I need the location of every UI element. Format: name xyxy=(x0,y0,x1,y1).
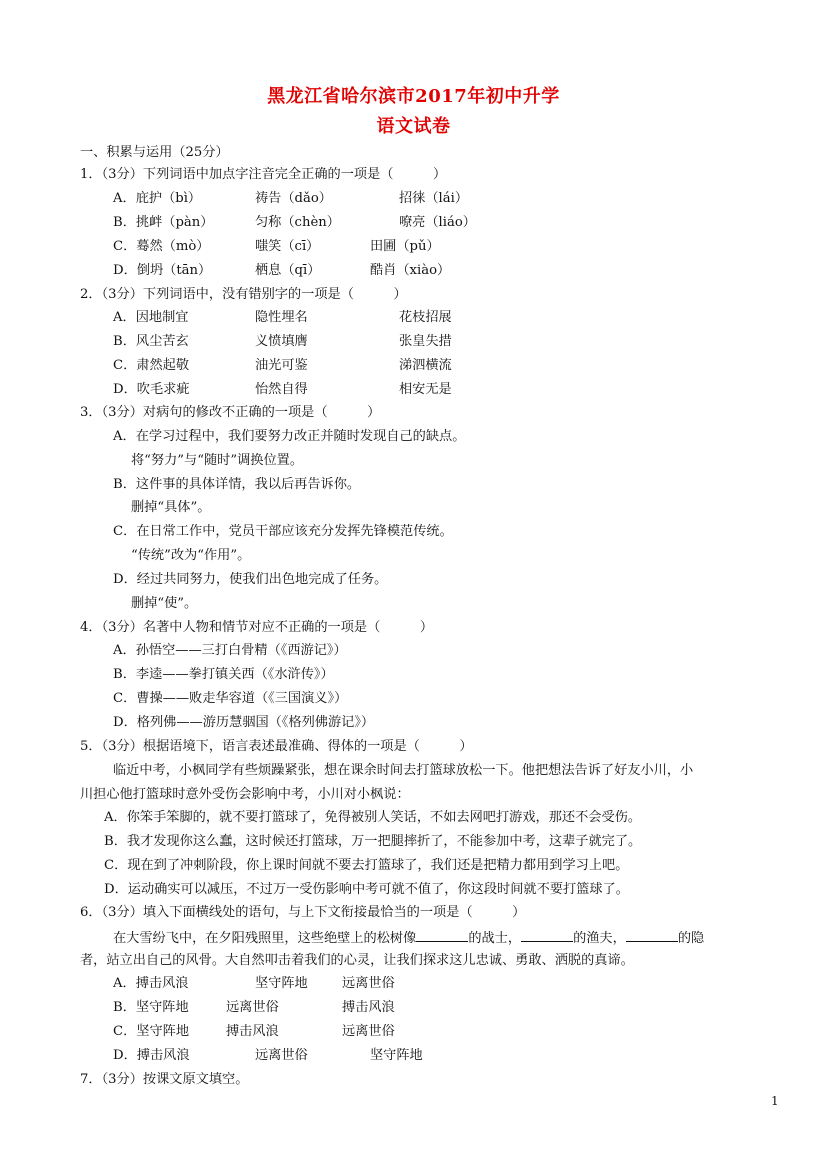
q2-option-b-1: B．风尘苦玄 xyxy=(113,334,189,349)
question-1-stem: 1．（3分）下列词语中加点字注音完全正确的一项是（ ） xyxy=(80,167,447,182)
q2-option-c-1: C．肃然起敬 xyxy=(113,358,190,373)
q6-option-c-1: C．坚守阵地 xyxy=(113,1024,190,1039)
q5-option-b: B．我才发现你这么蠢，这时候还打篮球，万一把腿摔折了，不能参加中考，这辈子就完了。 xyxy=(104,834,642,849)
q1-option-a-2: 祷告（dǎo） xyxy=(255,191,332,206)
q1-option-c-2: 嗤笑（cī） xyxy=(255,239,320,254)
q2-option-a-3: 花枝招展 xyxy=(399,310,452,325)
q1-option-a-3: 招徕（lái） xyxy=(399,191,469,206)
q3-option-b: B．这件事的具体详情，我以后再告诉你。 xyxy=(113,477,361,492)
q6-blank-3[interactable] xyxy=(626,929,678,942)
q5-option-c: C．现在到了冲刺阶段，你上课时间就不要去打篮球了，我们还是把精力都用到学习上吧。 xyxy=(104,858,629,873)
q4-option-d: D．格列佛——游历慧骃国（《格列佛游记》） xyxy=(113,715,375,730)
q6-text-part-1: 在大雪纷飞中，在夕阳残照里，这些绝壁上的松树像 xyxy=(113,931,417,946)
q6-option-d-3: 坚守阵地 xyxy=(370,1048,423,1063)
q5-option-a: A．你笨手笨脚的，就不要打篮球了，免得被别人笑话，不如去网吧打游戏，那还不会受伤。 xyxy=(104,810,642,825)
q3-option-b-fix: 删掉“具体”。 xyxy=(131,500,211,515)
exam-subtitle: 语文试卷 xyxy=(376,116,451,137)
q1-option-c-1: C．蓦然（mò） xyxy=(113,239,210,254)
q6-option-b-1: B．坚守阵地 xyxy=(113,1000,189,1015)
q6-passage-line2: 者，站立出自己的风骨。大自然叩击着我们的心灵，让我们探求这儿忠诚、勇敢、洒脱的真谛。 xyxy=(80,953,634,968)
q5-context-line2: 川担心他打篮球时意外受伤会影响中考，小川对小枫说： xyxy=(80,787,410,802)
q6-text-part-2: 的战士， xyxy=(468,931,522,946)
q1-option-d-3: 酷肖（xiào） xyxy=(370,263,451,278)
q5-context-line1: 临近中考，小枫同学有些烦躁紧张，想在课余时间去打篮球放松一下。他把想法告诉了好友小川，小 xyxy=(113,763,694,778)
q6-option-b-3: 搏击风浪 xyxy=(342,1000,395,1015)
question-3-stem: 3．（3分）对病句的修改不正确的一项是（ ） xyxy=(80,405,381,420)
q2-option-a-1: A．因地制宜 xyxy=(113,310,189,325)
q1-option-d-1: D．倒坍（tān） xyxy=(113,263,212,278)
q1-option-d-2: 栖息（qī） xyxy=(255,263,321,278)
q2-option-d-3: 相安无是 xyxy=(399,382,452,397)
q4-option-a: A．孙悟空——三打白骨精（《西游记》） xyxy=(113,643,347,658)
q2-option-d-2: 怡然自得 xyxy=(255,382,308,397)
page-number: 1 xyxy=(771,1094,779,1108)
q3-option-d-fix: 删掉“使”。 xyxy=(131,596,198,611)
question-4-stem: 4．（3分）名著中人物和情节对应不正确的一项是（ ） xyxy=(80,620,434,635)
q2-option-b-3: 张皇失措 xyxy=(399,334,452,349)
q6-blank-1[interactable] xyxy=(416,929,468,942)
q4-option-b: B．李逵——拳打镇关西（《水浒传》） xyxy=(113,667,334,682)
q1-option-c-3: 田圃（pǔ） xyxy=(370,239,440,254)
q6-option-c-3: 远离世俗 xyxy=(342,1024,395,1039)
q6-option-d-2: 远离世俗 xyxy=(255,1048,308,1063)
q6-option-d-1: D．搏击风浪 xyxy=(113,1048,190,1063)
q4-option-c: C．曹操——败走华容道（《三国演义》） xyxy=(113,691,348,706)
q1-option-a-1: A．庇护（bì） xyxy=(113,191,202,206)
q1-option-b-2: 匀称（chèn） xyxy=(255,215,340,230)
q2-option-c-2: 油光可鉴 xyxy=(255,358,308,373)
q6-text-part-4: 的隐 xyxy=(677,931,705,946)
q6-text-part-3: 的渔夫， xyxy=(573,931,626,946)
q6-option-a-3: 远离世俗 xyxy=(342,976,395,991)
q2-option-b-2: 义愤填膺 xyxy=(255,334,308,349)
section-heading: 一、积累与运用（25分） xyxy=(80,145,229,160)
question-6-stem: 6．（3分）填入下面横线处的语句，与上下文衔接最恰当的一项是（ ） xyxy=(80,905,526,920)
question-5-stem: 5．（3分）根据语境下，语言表述最准确、得体的一项是（ ） xyxy=(80,739,473,754)
q3-option-a: A．在学习过程中，我们要努力改正并随时发现自己的缺点。 xyxy=(113,429,466,444)
q2-option-c-3: 涕泗横流 xyxy=(399,358,452,373)
q3-option-c: C．在日常工作中，党员干部应该充分发挥先锋模范传统。 xyxy=(113,524,453,539)
question-2-stem: 2．（3分）下列词语中，没有错别字的一项是（ ） xyxy=(80,287,407,302)
q1-option-b-1: B．挑衅（pàn） xyxy=(113,215,214,230)
q3-option-a-fix: 将“努力”与“随时”调换位置。 xyxy=(131,453,304,468)
q6-option-a-1: A．搏击风浪 xyxy=(113,976,189,991)
q6-option-a-2: 坚守阵地 xyxy=(255,976,308,991)
q6-passage-line1 xyxy=(113,929,704,947)
q3-option-c-fix: “传统”改为“作用”。 xyxy=(131,548,251,563)
q6-option-b-2: 远离世俗 xyxy=(226,1000,279,1015)
q1-option-b-3: 嘹亮（liáo） xyxy=(399,215,476,230)
question-7-stem: 7．（3分）按课文原文填空。 xyxy=(80,1072,249,1087)
q3-option-d: D．经过共同努力，使我们出色地完成了任务。 xyxy=(113,572,388,587)
q2-option-a-2: 隐性埋名 xyxy=(255,310,308,325)
q6-blank-2[interactable] xyxy=(521,929,573,942)
q5-option-d: D．运动确实可以减压，不过万一受伤影响中考可就不值了，你这段时间就不要打篮球了。 xyxy=(104,882,629,897)
exam-title: 黑龙江省哈尔滨市2017年初中升学 xyxy=(267,86,560,107)
q6-option-c-2: 搏击风浪 xyxy=(226,1024,279,1039)
q2-option-d-1: D．吹毛求疵 xyxy=(113,382,190,397)
